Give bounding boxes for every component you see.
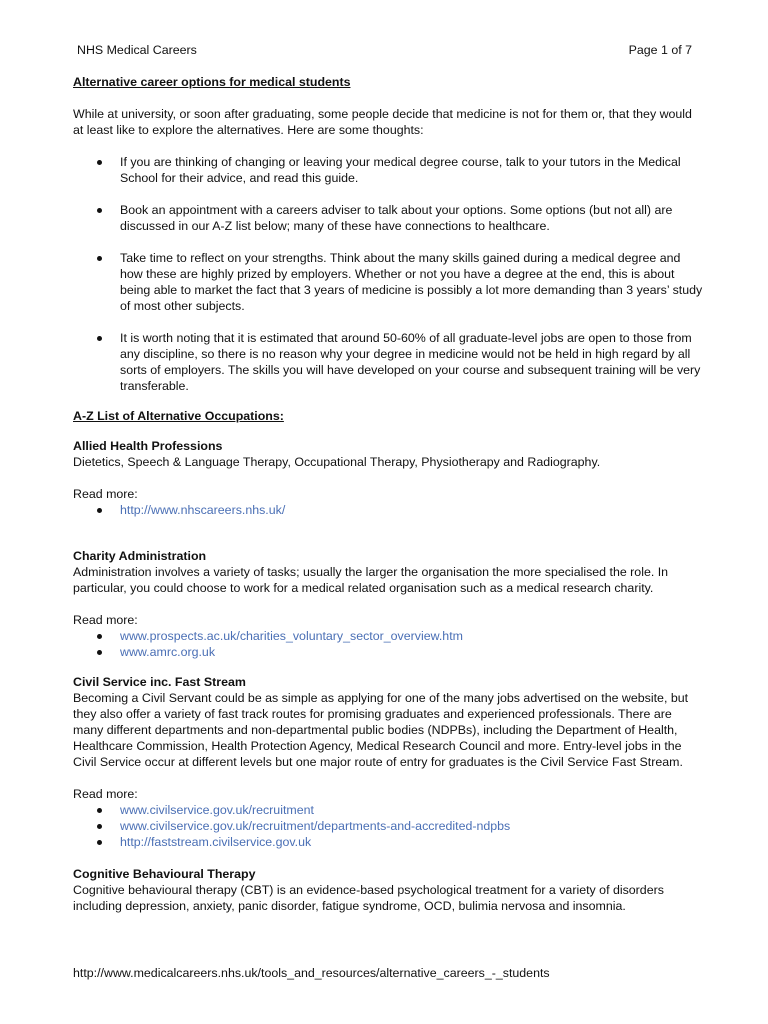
section-heading-charity: Charity Administration: [73, 549, 207, 563]
civil-service-links: [73, 802, 703, 850]
list-item: Take time to reflect on your strengths. Think about the many skills gained during a medical degree and how these are highly prized by employers. Whether or not you have a degree at the end, this is about being able to market the fact that 3 years of medicine is possibly a lot more demanding than 3 years’ study of most other subjects.: [73, 250, 703, 314]
list-item: If you are thinking of changing or leaving your medical degree course, talk to your tutors in the Medical School for their advice, and read this guide.: [73, 154, 703, 186]
link-civilservice-departments[interactable]: www.civilservice.gov.uk/recruitment/departments-and-accredited-ndpbs: [120, 819, 511, 833]
link-nhscareers[interactable]: http://www.nhscareers.nhs.uk/: [120, 503, 286, 517]
allied-health-links: [73, 502, 703, 518]
document-body: [73, 74, 703, 914]
list-item: Book an appointment with a careers adviser to talk about your options. Some options (but not all) are discussed in our A-Z list below; many of these have connections to healthcare.: [73, 202, 703, 234]
section-heading-allied-health: Allied Health Professions: [73, 439, 223, 453]
list-item: It is worth noting that it is estimated that around 50-60% of all graduate-level jobs are open to those from any discipline, so there is no reason why your degree in medicine would not be held in high regard by all sorts of employers. The skills you will have developed on your course and subsequent training will be very transferable.: [73, 330, 703, 394]
read-more-label: Read more:: [73, 787, 138, 801]
section-heading-cbt: Cognitive Behavioural Therapy: [73, 867, 256, 881]
advice-list: [73, 154, 703, 394]
read-more-label: Read more:: [73, 487, 138, 501]
section-body-cbt: Cognitive behavioural therapy (CBT) is an evidence-based psychological treatment for a variety of disorders including depression, anxiety, panic disorder, fatigue syndrome, OCD, bulimia nervosa and insomnia.: [73, 883, 664, 913]
section-heading-civil-service: Civil Service inc. Fast Stream: [73, 675, 246, 689]
header-title: NHS Medical Careers: [77, 43, 197, 57]
section-body-civil-service: Becoming a Civil Servant could be as simple as applying for one of the many jobs advertised on the website, but they also offer a variety of fast track routes for promising graduates and experienced professionals. There are many different departments and non-departmental public bodies (NDPBs), including the Department of Health, Healthcare Commission, Health Protection Agency, Medical Research Council and more. Entry-level jobs in the Civil Service occur at different levels but one major route of entry for graduates is the Civil Service Fast Stream.: [73, 691, 689, 769]
read-more-label: Read more:: [73, 613, 138, 627]
link-prospects-charities[interactable]: www.prospects.ac.uk/charities_voluntary_sector_overview.htm: [120, 629, 463, 643]
section-body-allied-health: Dietetics, Speech & Language Therapy, Occupational Therapy, Physiotherapy and Radiography.: [73, 455, 601, 469]
link-amrc[interactable]: www.amrc.org.uk: [120, 645, 216, 659]
az-list-heading: A-Z List of Alternative Occupations:: [73, 409, 284, 423]
intro-paragraph: While at university, or soon after graduating, some people decide that medicine is not for them or, that they would at least like to explore the alternatives. Here are some thoughts:: [73, 107, 692, 137]
charity-links: [73, 628, 703, 660]
link-faststream[interactable]: http://faststream.civilservice.gov.uk: [120, 835, 312, 849]
page-header: [77, 42, 692, 58]
page-footer-url: http://www.medicalcareers.nhs.uk/tools_and_resources/alternative_careers_-_students: [73, 966, 550, 980]
link-civilservice-recruitment[interactable]: www.civilservice.gov.uk/recruitment: [120, 803, 314, 817]
section-body-charity: Administration involves a variety of tasks; usually the larger the organisation the more specialised the role. In particular, you could choose to work for a medical related organisation such as a medical research charity.: [73, 565, 669, 595]
document-title: Alternative career options for medical students: [73, 75, 351, 89]
page-number: Page 1 of 7: [628, 43, 692, 57]
